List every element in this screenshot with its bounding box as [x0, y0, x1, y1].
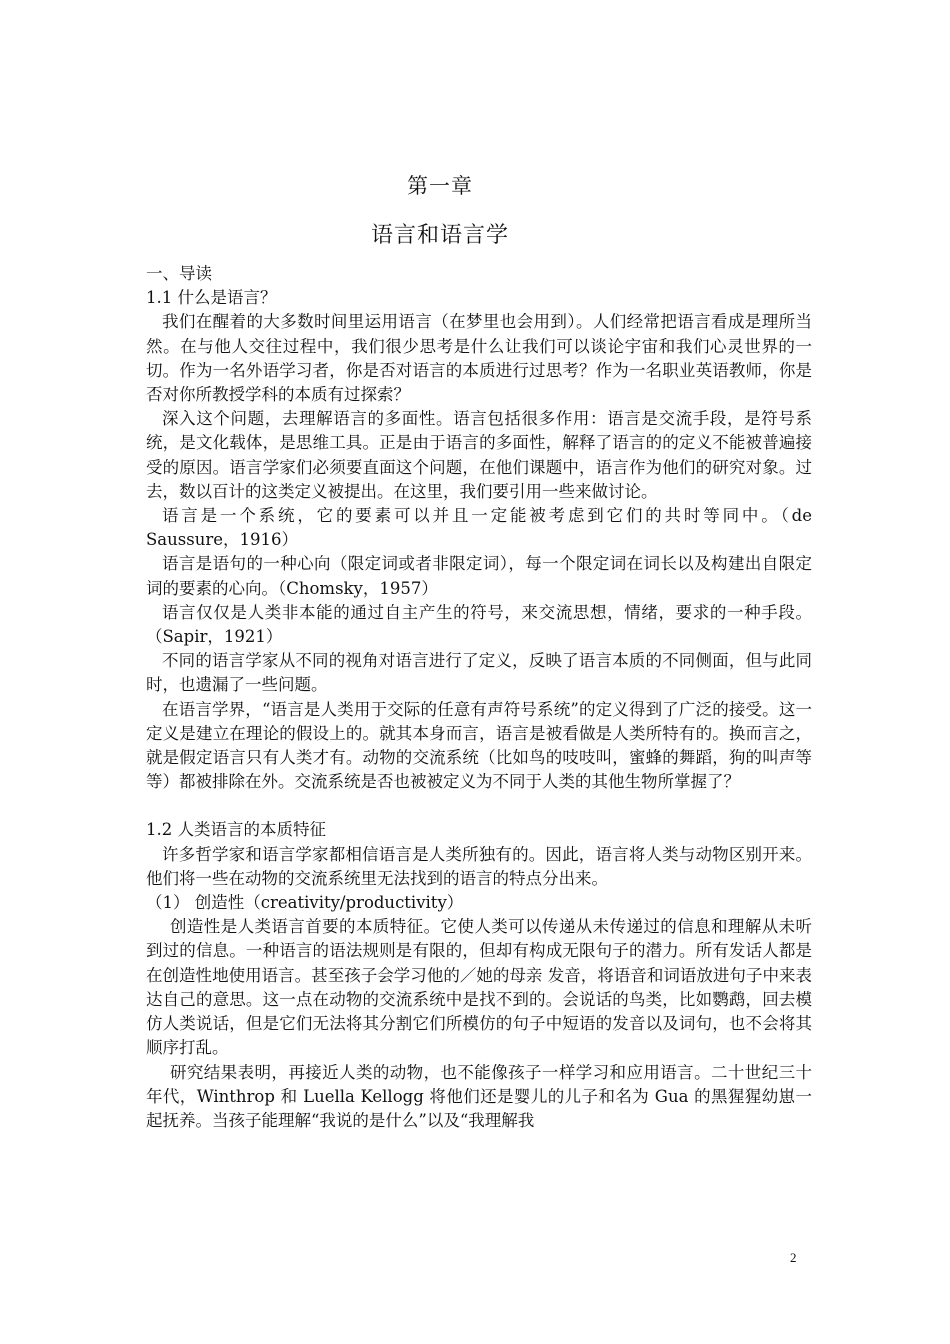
body-text — [146, 262, 812, 1133]
paragraph: 在语言学界，“语言是人类用于交际的任意有声符号系统”的定义得到了广泛的接受。这一定义是建立在理论的假设上的。就其本身而言，语言是被看做是人类所特有的。换而言之，就是假定语言只有人类才有。动物的交流系统（比如鸟的吱吱叫，蜜蜂的舞蹈，狗的叫声等等）都被排除在外。交流系统是否也被被定义为不同于人类的其他生物所掌握了？ — [146, 699, 812, 792]
chapter-number: 第一章 — [407, 174, 473, 198]
paragraph: 我们在醒着的大多数时间里运用语言（在梦里也会用到）。人们经常把语言看成是理所当然。在与他人交往过程中，我们很少思考是什么让我们可以谈论宇宙和我们心灵世界的一切。作为一名外语学习者，你是否对语言的本质进行过思考？作为一名职业英语教师，你是否对你所教授学科的本质有过探索？ — [146, 312, 812, 405]
paragraph: 研究结果表明，再接近人类的动物，也不能像孩子一样学习和应用语言。二十世纪三十年代，Winthrop 和 Luella Kellogg 将他们还是婴儿的儿子和名为 Gua 的黑猩猩幼崽一起抚养。当孩子能理解“我说的是什么”以及“我理解我 — [146, 1062, 812, 1130]
paragraph-gap — [146, 794, 812, 818]
section-heading-intro: 一、导读 — [146, 264, 212, 283]
section-heading-1-1: 1.1 什么是语言？ — [146, 288, 277, 308]
paragraph-quote-sapir: 语言仅仅是人类非本能的通过自主产生的符号，来交流思想，情绪，要求的一种手段。（Sapir，1921） — [146, 602, 812, 647]
paragraph-quote-saussure: 语言是一个系统，它的要素可以并且一定能被考虑到它们的共时等同中。（de Saussure，1916） — [146, 506, 812, 550]
paragraph: 不同的语言学家从不同的视角对语言进行了定义，反映了语言本质的不同侧面，但与此同时，也遗漏了一些问题。 — [146, 651, 812, 695]
subsection-heading-creativity: （1） 创造性（creativity/productivity） — [146, 893, 464, 913]
page-number: 2 — [790, 1250, 797, 1265]
paragraph: 深入这个问题，去理解语言的多面性。语言包括很多作用：语言是交流手段，是符号系统，是文化载体，是思维工具。正是由于语言的多面性，解释了语言的的定义不能被普遍接受的原因。语言学家们必须要直面这个问题，在他们课题中，语言作为他们的研究对象。过去，数以百计的这类定义被提出。在这里，我们要引用一些来做讨论。 — [146, 409, 812, 501]
paragraph: 创造性是人类语言首要的本质特征。它使人类可以传递从未传递过的信息和理解从未听到过的信息。一种语言的语法规则是有限的，但却有构成无限句子的潜力。所有发话人都是在创造性地使用语言。甚至孩子会学习他的／她的母亲 发音，将语音和词语放进句子中来表达自己的意思。这一点在动物的交流系统中是找不到的。会说话的鸟类，比如鹦鹉，回去模仿人类说话，但是它们无法将其分割它们所模仿的句子中短语的发音以及词句，也不会将其顺序打乱。 — [146, 917, 812, 1058]
paragraph: 许多哲学家和语言学家都相信语言是人类所独有的。因此，语言将人类与动物区别开来。他们将一些在动物的交流系统里无法找到的语言的特点分出来。 — [146, 844, 812, 888]
paragraph-quote-chomsky: 语言是语句的一种心向（限定词或者非限定词），每一个限定词在词长以及构建出自限定词的要素的心向。（Chomsky，1957） — [146, 554, 812, 598]
chapter-title: 语言和语言学 — [370, 223, 509, 248]
section-heading-1-2: 1.2 人类语言的本质特征 — [146, 820, 326, 840]
